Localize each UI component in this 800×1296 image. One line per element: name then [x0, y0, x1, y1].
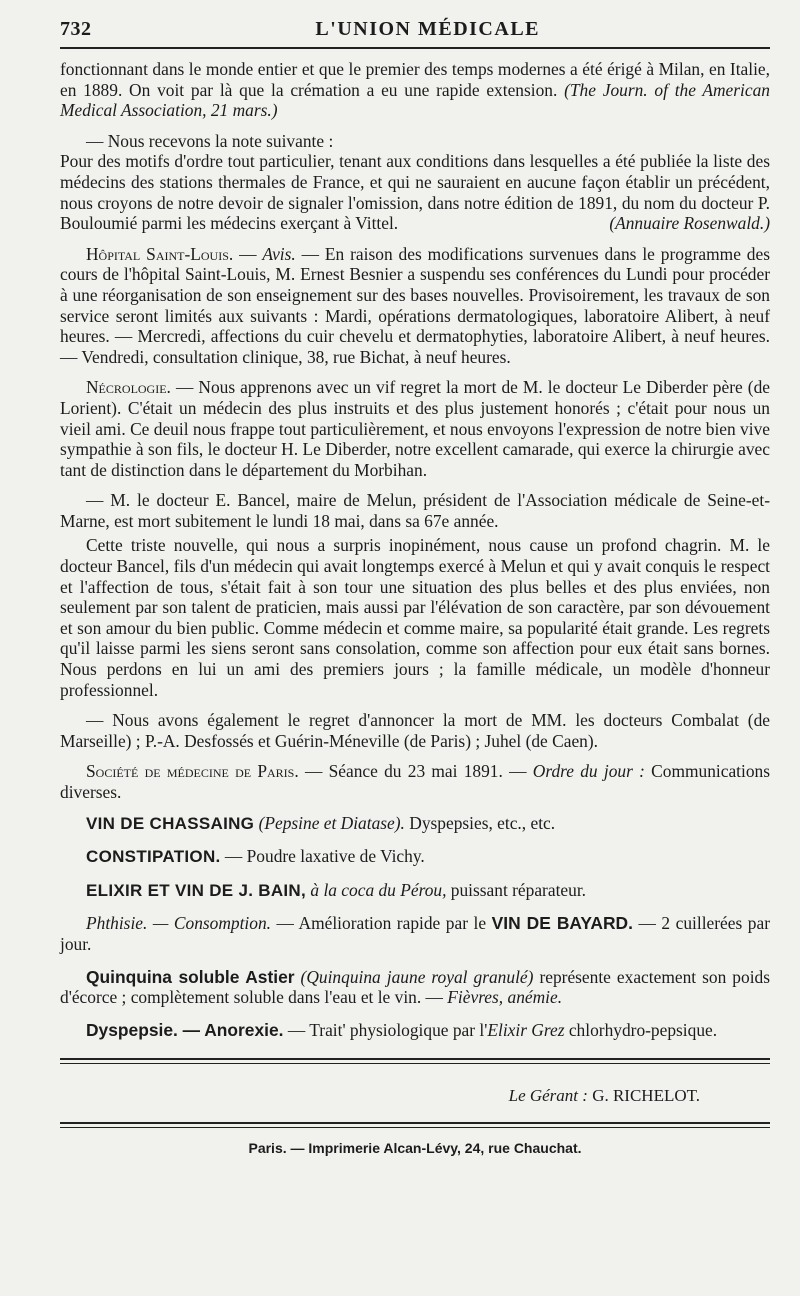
- ad-bain-brand: ELIXIR ET VIN DE J. BAIN,: [86, 880, 307, 900]
- ad-bain-tail: puissant réparateur.: [446, 879, 586, 900]
- ad-bayard-lead: Phthisie. — Consomption.: [86, 913, 272, 934]
- ad-bayard-mid: — Amélioration rapide par le: [271, 913, 492, 934]
- note-source: (Annuaire Rosenwald.): [609, 213, 770, 234]
- gerant-line: [60, 1086, 700, 1106]
- ad-bayard: [60, 913, 770, 954]
- ad-grez-mid: — Trait' physiologique par l': [283, 1019, 488, 1040]
- printer-rule-thin: [60, 1127, 770, 1128]
- ad-bain-sub: à la coca du Pérou,: [306, 879, 447, 900]
- ad-bain: [60, 880, 770, 902]
- ad-chassaing-brand: VIN DE CHASSAING: [86, 813, 255, 833]
- ad-bayard-brand: VIN DE BAYARD.: [491, 913, 633, 934]
- ad-grez-brand: Dyspepsie. — Anorexie.: [86, 1019, 284, 1040]
- bancel-text: — M. le docteur E. Bancel, maire de Melun, président de l'Association médicale de Seine-et-Marne, est mort subitement le lundi 18 mai, dans sa 67e année.: [60, 490, 770, 531]
- ad-astier-brand: Quinquina soluble Astier: [86, 966, 295, 987]
- footer-rules: [60, 1058, 770, 1064]
- ad-constipation: [60, 846, 770, 868]
- ad-grez: [60, 1020, 770, 1041]
- paragraph-societe: [60, 761, 770, 802]
- header-rule: [60, 47, 770, 49]
- saint-louis-body: — En raison des modifications survenues dans le programme des cours de l'hôpital Saint-Louis, M. Ernest Besnier a suspendu ses conférences du Lundi pour procéder à une réorganisation de son enseignement sur des bases nouvelles. Provisoirement, les travaux de son service seront limités aux suivants : Mardi, opérations dermatologiques, laboratoire Alibert, à neuf heures. — Mercredi, affections du cuir chevelu et dermatophyties, laboratoire Alibert, à neuf heures. — Vendredi, consultation clinique, 38, rue Bichat, à neuf heures.: [60, 243, 770, 367]
- other-deaths-text: — Nous avons également le regret d'annoncer la mort de MM. les docteurs Combalat (de Marseille) ; P.-A. Desfossés et Guérin-Méneville (de Paris) ; Juhel (de Caen).: [60, 710, 770, 751]
- ad-grez-elixir: Elixir Grez: [487, 1019, 565, 1040]
- ad-constipation-tail: — Poudre laxative de Vichy.: [220, 846, 425, 867]
- printer-rules: [60, 1122, 770, 1128]
- printer-rule-thick: [60, 1122, 770, 1124]
- note-intro: — Nous recevons la note suivante :: [86, 130, 334, 151]
- societe-ordre: Ordre du jour :: [532, 761, 645, 782]
- ad-bayard-tail: — 2 cuillerées par jour.: [60, 913, 771, 954]
- bancel-tribute-text: Cette triste nouvelle, qui nous a surpris inopinément, nous cause un profond chagrin. M. le docteur Bancel, fils d'un médecin qui avait longtemps exercé à Melun et qui y avait conquis le respect et l'affection de tous, s'était fait à son tour une situation des plus belles et des plus enviées, non seulement par son talent de praticien, mais aussi par l'élévation de son caractère, par son dévouement et son amour du bien public. Comme médecin et comme maire, sa popularité était grande. Les regrets qu'il laisse parmi les siens seront sans consolation, comme son affection pour eux était sans bornes. Nous perdons en lui un ami des premiers jours ; la famille médicale, un modèle d'honneur professionnel.: [60, 535, 770, 700]
- societe-end: Communications diverses.: [60, 761, 771, 802]
- paragraph-bancel-tribute: [60, 535, 770, 700]
- ad-chassaing-sub: (Pepsine et Diatase).: [258, 812, 405, 833]
- note-body: Pour des motifs d'ordre tout particulier, tenant aux conditions dans lesquelles a été publiée la liste des médecins des stations thermales de France, et qui ne sauraient en aucune façon établir un précédent, nous croyons de notre devoir de signaler l'omission, dans notre édition de 1891, du nom du docteur P. Bouloumié parmi les médecins exerçant à Vittel.: [60, 151, 770, 234]
- article-body: [60, 59, 770, 1040]
- gerant-label: Le Gérant :: [508, 1086, 588, 1106]
- saint-louis-heading: Hôpital Saint-Louis.: [86, 243, 234, 264]
- necrologie-body: — Nous apprenons avec un vif regret la mort de M. le docteur Le Diberder père (de Lorient). C'était un médecin des plus instruits et des plus justement honorés ; c'était pour nous un vieil ami. Ce deuil nous frappe tout particulièrement, et nous envoyons l'expression de notre bien vive sympathie à son fils, le docteur H. Le Diberder, notre excellent camarade, qui exerce la chirurgie avec tant de distinction dans le département du Morbihan.: [60, 377, 770, 480]
- gerant-name: G. RICHELOT.: [587, 1086, 700, 1106]
- paragraph-other-deaths: [60, 710, 770, 751]
- paragraph-necrologie: [60, 377, 770, 480]
- ad-astier-tail: représente exactement son poids d'écorce ; complètement soluble dans l'eau et le vin. —: [60, 966, 770, 1008]
- societe-heading: Société de médecine de Paris.: [86, 761, 299, 782]
- cremation-source: (The Journ. of the American Medical Association, 21 mars.): [60, 79, 770, 121]
- ad-grez-tail: chlorhydro-pepsique.: [564, 1019, 718, 1040]
- societe-seance: — Séance du 23 mai 1891. —: [298, 761, 533, 782]
- ad-chassaing: [60, 813, 770, 835]
- necrologie-heading: Nécrologie.: [86, 377, 171, 398]
- ad-constipation-brand: CONSTIPATION.: [86, 847, 221, 867]
- ad-astier: [60, 967, 770, 1008]
- page-header: [60, 18, 770, 41]
- printer-imprint: Paris. — Imprimerie Alcan-Lévy, 24, rue Chauchat.: [248, 1140, 582, 1157]
- paragraph-saint-louis: Hôpital Saint-Louis. — Avis. — En raison des modifications survenues dans le programme des cours de l'hôpital Saint-Louis, M. Ernest Besnier a suspendu ses conférences du Lundi pour procéder à une réorganisation de son enseignement sur des bases nouvelles. Provisoirement, les travaux de son service seront limités aux suivants : Mardi, opérations dermatologiques, laboratoire Alibert, à neuf heures. — Mercredi, affections du cuir chevelu et dermatophyties, laboratoire Alibert, à neuf heures. — Vendredi, consultation clinique, 38, rue Bichat, à neuf heures.: [60, 243, 770, 367]
- footer-rule-thick: [60, 1058, 770, 1060]
- paragraph-note: [60, 131, 770, 234]
- paragraph-cremation: [60, 59, 770, 121]
- page-number: 732: [60, 18, 92, 40]
- ad-astier-sub: (Quinquina jaune royal granulé): [294, 966, 534, 987]
- ad-astier-end: Fièvres, anémie.: [447, 987, 563, 1008]
- running-title: L'UNION MÉDICALE: [315, 18, 540, 40]
- footer-rule-thin: [60, 1063, 770, 1064]
- saint-louis-avis: Avis.: [262, 243, 296, 264]
- paragraph-bancel: [60, 490, 770, 531]
- ad-chassaing-tail: Dyspepsies, etc., etc.: [404, 812, 556, 833]
- cremation-text: fonctionnant dans le monde entier et que le premier des temps modernes a été érigé à Milan, en Italie, en 1889. On voit par là que la crémation a eu une rapide extension.: [60, 59, 770, 100]
